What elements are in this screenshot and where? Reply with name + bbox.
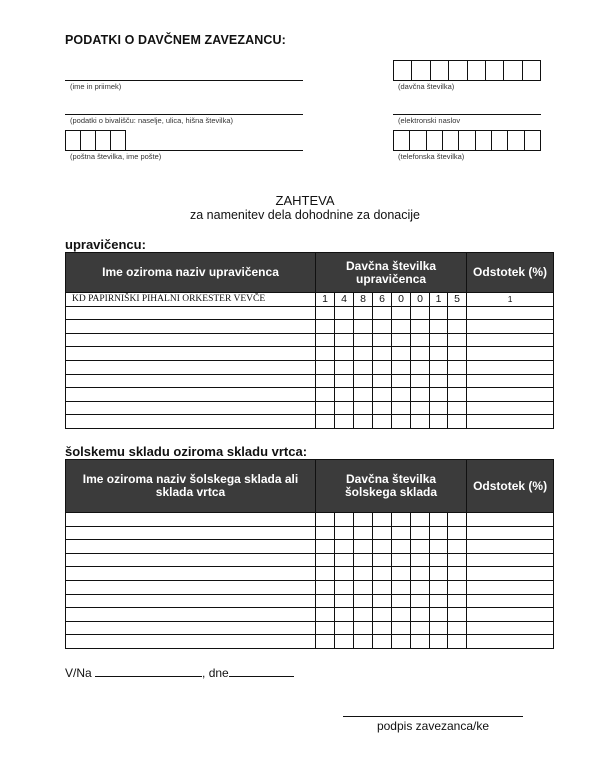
tax-digit-cell[interactable] <box>354 526 373 540</box>
col-header-tax-number: Davčna številka šolskega sklada <box>316 460 467 513</box>
tax-digit-cell[interactable] <box>448 635 467 649</box>
tax-digit-box[interactable] <box>486 61 504 80</box>
phone-digit-box[interactable] <box>410 131 426 150</box>
tax-digit-cell[interactable] <box>430 360 448 374</box>
tax-digit-cell[interactable] <box>392 388 411 402</box>
tax-digit-cell[interactable] <box>411 388 430 402</box>
tax-digit-cell[interactable] <box>373 608 392 622</box>
school-fund-name-cell[interactable] <box>66 540 316 554</box>
tax-digit-cell[interactable] <box>373 594 392 608</box>
tax-digit-cell[interactable] <box>335 580 354 594</box>
tax-digit-cell[interactable] <box>316 360 335 374</box>
percent-cell[interactable] <box>467 513 554 527</box>
tax-digit-cell[interactable] <box>373 401 392 415</box>
tax-digit-cell[interactable] <box>335 621 354 635</box>
tax-digit-cell[interactable] <box>316 608 335 622</box>
tax-digit-cell[interactable] <box>392 513 411 527</box>
tax-digit-cell[interactable] <box>373 320 392 334</box>
address-field[interactable] <box>65 114 303 115</box>
tax-digit-cell[interactable] <box>411 306 430 320</box>
tax-digit-cell[interactable] <box>316 553 335 567</box>
tax-digit-cell[interactable] <box>354 513 373 527</box>
tax-digit-cell[interactable] <box>448 415 467 429</box>
tax-digit-box[interactable] <box>504 61 522 80</box>
tax-digit-cell[interactable] <box>373 580 392 594</box>
tax-digit-cell[interactable]: 1 <box>316 293 335 307</box>
table-row <box>66 320 554 334</box>
table-row <box>66 401 554 415</box>
percent-cell[interactable] <box>467 540 554 554</box>
postal-digit-box[interactable] <box>81 131 96 150</box>
table-row <box>66 526 554 540</box>
percent-cell[interactable] <box>467 608 554 622</box>
tax-digit-cell[interactable] <box>448 306 467 320</box>
tax-digit-cell[interactable] <box>316 388 335 402</box>
tax-digit-cell[interactable] <box>430 347 448 361</box>
tax-digit-cell[interactable] <box>430 553 448 567</box>
tax-digit-cell[interactable] <box>392 415 411 429</box>
tax-digit-cell[interactable] <box>411 608 430 622</box>
beneficiary-name-cell[interactable] <box>66 320 316 334</box>
date-field[interactable] <box>229 665 294 677</box>
tax-digit-cell[interactable] <box>411 513 430 527</box>
table-row <box>66 306 554 320</box>
tax-digit-cell[interactable] <box>373 347 392 361</box>
postal-digit-box[interactable] <box>96 131 111 150</box>
tax-number-hint: (davčna številka) <box>398 82 455 91</box>
tax-digit-cell[interactable] <box>430 401 448 415</box>
tax-digit-cell[interactable] <box>411 401 430 415</box>
tax-digit-cell[interactable] <box>335 360 354 374</box>
percent-cell[interactable] <box>467 347 554 361</box>
tax-digit-cell[interactable] <box>354 333 373 347</box>
phone-digit-box[interactable] <box>476 131 492 150</box>
date-label: , dne <box>202 666 229 680</box>
tax-digit-cell[interactable] <box>335 374 354 388</box>
postal-digit-box[interactable] <box>111 131 125 150</box>
school-fund-name-cell[interactable] <box>66 608 316 622</box>
beneficiary-table <box>65 252 554 429</box>
tax-digit-cell[interactable] <box>335 594 354 608</box>
tax-digit-cell[interactable] <box>430 374 448 388</box>
percent-cell[interactable] <box>467 567 554 581</box>
table-row <box>66 635 554 649</box>
tax-digit-cell[interactable] <box>316 580 335 594</box>
tax-digit-cell[interactable] <box>316 621 335 635</box>
col-header-name: Ime oziroma naziv šolskega sklada ali sklada vrtca <box>66 460 316 513</box>
tax-digit-box[interactable] <box>394 61 412 80</box>
tax-digit-cell[interactable] <box>430 608 448 622</box>
tax-digit-cell[interactable] <box>373 306 392 320</box>
tax-digit-cell[interactable] <box>430 594 448 608</box>
percent-cell[interactable] <box>467 635 554 649</box>
tax-digit-cell[interactable] <box>392 594 411 608</box>
title-main: ZAHTEVA <box>275 193 335 208</box>
col-header-percent: Odstotek (%) <box>467 253 554 293</box>
tax-digit-cell[interactable] <box>373 388 392 402</box>
tax-digit-cell[interactable]: 6 <box>373 293 392 307</box>
tax-digit-cell[interactable] <box>354 360 373 374</box>
table-row <box>66 513 554 527</box>
percent-cell[interactable] <box>467 553 554 567</box>
tax-digit-cell[interactable] <box>392 526 411 540</box>
table-row <box>66 580 554 594</box>
tax-digit-cell[interactable] <box>448 388 467 402</box>
tax-digit-box[interactable] <box>412 61 430 80</box>
school-fund-name-cell[interactable] <box>66 580 316 594</box>
percent-cell[interactable] <box>467 526 554 540</box>
percent-cell[interactable] <box>467 320 554 334</box>
tax-digit-cell[interactable]: 1 <box>430 293 448 307</box>
school-fund-table <box>65 459 554 649</box>
tax-digit-cell[interactable] <box>354 621 373 635</box>
tax-digit-cell[interactable] <box>448 526 467 540</box>
phone-boxes[interactable] <box>393 130 541 151</box>
percent-cell[interactable] <box>467 415 554 429</box>
tax-digit-cell[interactable] <box>411 621 430 635</box>
percent-cell[interactable] <box>467 333 554 347</box>
beneficiary-name-cell[interactable] <box>66 347 316 361</box>
tax-digit-cell[interactable] <box>316 333 335 347</box>
tax-digit-cell[interactable] <box>354 635 373 649</box>
tax-digit-cell[interactable] <box>316 540 335 554</box>
table-row <box>66 347 554 361</box>
tax-digit-cell[interactable] <box>354 553 373 567</box>
percent-cell[interactable] <box>467 388 554 402</box>
tax-digit-cell[interactable] <box>392 540 411 554</box>
tax-digit-cell[interactable] <box>392 320 411 334</box>
tax-digit-cell[interactable] <box>448 567 467 581</box>
percent-cell[interactable] <box>467 306 554 320</box>
tax-digit-cell[interactable]: 0 <box>392 293 411 307</box>
beneficiary-name-cell[interactable] <box>66 415 316 429</box>
phone-digit-box[interactable] <box>443 131 459 150</box>
percent-cell[interactable]: 1 <box>467 293 554 307</box>
table-row <box>66 540 554 554</box>
tax-digit-cell[interactable] <box>448 360 467 374</box>
tax-digit-cell[interactable] <box>448 580 467 594</box>
signature-field[interactable] <box>343 716 523 717</box>
col-header-tax-number: Davčna številka upravičenca <box>316 253 467 293</box>
tax-digit-cell[interactable]: 8 <box>354 293 373 307</box>
percent-cell[interactable] <box>467 360 554 374</box>
tax-digit-cell[interactable] <box>448 333 467 347</box>
table-row <box>66 553 554 567</box>
tax-digit-box[interactable] <box>523 61 540 80</box>
tax-digit-cell[interactable] <box>354 580 373 594</box>
tax-digit-cell[interactable] <box>448 513 467 527</box>
tax-digit-cell[interactable] <box>430 540 448 554</box>
tax-digit-cell[interactable] <box>354 540 373 554</box>
phone-hint: (telefonska številka) <box>398 152 465 161</box>
tax-digit-cell[interactable] <box>316 635 335 649</box>
tax-digit-cell[interactable] <box>392 306 411 320</box>
tax-digit-cell[interactable]: 0 <box>411 293 430 307</box>
tax-digit-box[interactable] <box>431 61 449 80</box>
tax-digit-cell[interactable] <box>411 594 430 608</box>
tax-digit-cell[interactable] <box>335 513 354 527</box>
tax-digit-cell[interactable] <box>392 401 411 415</box>
phone-digit-box[interactable] <box>427 131 443 150</box>
form-title <box>0 194 610 222</box>
tax-digit-cell[interactable] <box>392 580 411 594</box>
place-label: V/Na <box>65 666 92 680</box>
tax-digit-cell[interactable] <box>373 540 392 554</box>
school-fund-name-cell[interactable] <box>66 567 316 581</box>
tax-digit-cell[interactable] <box>373 360 392 374</box>
tax-digit-cell[interactable] <box>430 388 448 402</box>
beneficiary-name-cell[interactable]: KD PAPIRNIŠKI PIHALNI ORKESTER VEVČE <box>66 293 316 307</box>
tax-digit-cell[interactable] <box>392 608 411 622</box>
name-hint: (ime in priimek) <box>70 82 122 91</box>
school-fund-name-cell[interactable] <box>66 526 316 540</box>
tax-digit-cell[interactable] <box>411 635 430 649</box>
phone-digit-box[interactable] <box>508 131 524 150</box>
tax-digit-cell[interactable] <box>335 347 354 361</box>
tax-digit-cell[interactable] <box>335 415 354 429</box>
signature-label: podpis zavezanca/ke <box>376 719 490 733</box>
tax-digit-cell[interactable] <box>430 580 448 594</box>
tax-digit-cell[interactable] <box>354 374 373 388</box>
tax-digit-cell[interactable] <box>373 567 392 581</box>
school-fund-name-cell[interactable] <box>66 621 316 635</box>
tax-digit-cell[interactable] <box>316 567 335 581</box>
tax-digit-cell[interactable] <box>411 540 430 554</box>
tax-digit-cell[interactable] <box>430 621 448 635</box>
school-fund-name-cell[interactable] <box>66 553 316 567</box>
tax-digit-cell[interactable] <box>411 553 430 567</box>
tax-digit-cell[interactable] <box>392 567 411 581</box>
table-row <box>66 333 554 347</box>
tax-digit-cell[interactable] <box>354 306 373 320</box>
tax-digit-box[interactable] <box>468 61 486 80</box>
tax-digit-cell[interactable] <box>411 320 430 334</box>
tax-digit-cell[interactable] <box>316 594 335 608</box>
col-header-percent: Odstotek (%) <box>467 460 554 513</box>
tax-digit-cell[interactable] <box>335 306 354 320</box>
tax-digit-cell[interactable] <box>354 608 373 622</box>
table-row <box>66 594 554 608</box>
tax-digit-cell[interactable] <box>316 320 335 334</box>
tax-digit-cell[interactable] <box>354 567 373 581</box>
percent-cell[interactable] <box>467 580 554 594</box>
phone-digit-box[interactable] <box>459 131 475 150</box>
tax-digit-cell[interactable] <box>354 415 373 429</box>
tax-digit-cell[interactable] <box>354 401 373 415</box>
name-field[interactable] <box>65 80 303 81</box>
postal-digit-box[interactable] <box>66 131 81 150</box>
table-row <box>66 567 554 581</box>
tax-digit-cell[interactable] <box>316 526 335 540</box>
tax-digit-cell[interactable] <box>335 388 354 402</box>
table-row <box>66 360 554 374</box>
tax-digit-cell[interactable] <box>392 333 411 347</box>
tax-digit-cell[interactable] <box>354 388 373 402</box>
tax-digit-cell[interactable] <box>373 513 392 527</box>
tax-digit-cell[interactable] <box>392 621 411 635</box>
taxpayer-heading: PODATKI O DAVČNEM ZAVEZANCU: <box>65 33 286 47</box>
tax-number-boxes[interactable] <box>393 60 541 81</box>
school-fund-name-cell[interactable] <box>66 513 316 527</box>
tax-digit-cell[interactable] <box>335 553 354 567</box>
tax-digit-cell[interactable] <box>373 333 392 347</box>
tax-digit-cell[interactable] <box>448 374 467 388</box>
tax-digit-cell[interactable] <box>430 320 448 334</box>
place-field[interactable] <box>95 665 202 677</box>
tax-digit-cell[interactable] <box>411 374 430 388</box>
table-row <box>66 608 554 622</box>
col-header-name: Ime oziroma naziv upravičenca <box>66 253 316 293</box>
tax-digit-cell[interactable] <box>448 594 467 608</box>
tax-digit-cell[interactable] <box>411 360 430 374</box>
tax-digit-cell[interactable] <box>335 540 354 554</box>
phone-digit-box[interactable] <box>394 131 410 150</box>
tax-digit-cell[interactable] <box>411 347 430 361</box>
tax-digit-cell[interactable] <box>373 415 392 429</box>
table-row <box>66 293 554 307</box>
title-sub: za namenitev dela dohodnine za donacije <box>189 208 421 222</box>
school-fund-name-cell[interactable] <box>66 635 316 649</box>
tax-digit-cell[interactable] <box>430 635 448 649</box>
email-field[interactable] <box>393 114 541 115</box>
percent-cell[interactable] <box>467 594 554 608</box>
tax-digit-cell[interactable] <box>411 415 430 429</box>
tax-digit-cell[interactable] <box>448 621 467 635</box>
tax-digit-cell[interactable] <box>316 415 335 429</box>
tax-digit-cell[interactable]: 5 <box>448 293 467 307</box>
school-fund-label: šolskemu skladu oziroma skladu vrtca: <box>65 444 308 459</box>
phone-digit-box[interactable] <box>525 131 540 150</box>
tax-digit-cell[interactable] <box>411 567 430 581</box>
tax-digit-cell[interactable] <box>411 526 430 540</box>
tax-digit-cell[interactable] <box>373 635 392 649</box>
tax-digit-cell[interactable] <box>411 333 430 347</box>
tax-digit-cell[interactable] <box>335 401 354 415</box>
tax-digit-cell[interactable]: 4 <box>335 293 354 307</box>
tax-digit-cell[interactable] <box>430 306 448 320</box>
tax-digit-cell[interactable] <box>354 347 373 361</box>
tax-digit-cell[interactable] <box>448 553 467 567</box>
table-row <box>66 621 554 635</box>
tax-digit-cell[interactable] <box>430 526 448 540</box>
tax-digit-cell[interactable] <box>448 540 467 554</box>
tax-digit-cell[interactable] <box>373 553 392 567</box>
beneficiary-name-cell[interactable] <box>66 360 316 374</box>
tax-digit-cell[interactable] <box>430 333 448 347</box>
school-fund-name-cell[interactable] <box>66 594 316 608</box>
beneficiary-name-cell[interactable] <box>66 333 316 347</box>
tax-digit-cell[interactable] <box>335 320 354 334</box>
tax-digit-cell[interactable] <box>354 320 373 334</box>
beneficiary-name-cell[interactable] <box>66 388 316 402</box>
tax-digit-cell[interactable] <box>392 347 411 361</box>
postal-code-boxes[interactable] <box>65 130 126 151</box>
tax-digit-cell[interactable] <box>448 401 467 415</box>
tax-digit-cell[interactable] <box>392 360 411 374</box>
tax-digit-cell[interactable] <box>430 513 448 527</box>
tax-digit-cell[interactable] <box>430 567 448 581</box>
tax-digit-cell[interactable] <box>316 347 335 361</box>
table-row <box>66 388 554 402</box>
tax-digit-cell[interactable] <box>448 320 467 334</box>
beneficiary-name-cell[interactable] <box>66 374 316 388</box>
tax-digit-cell[interactable] <box>335 526 354 540</box>
percent-cell[interactable] <box>467 621 554 635</box>
tax-digit-cell[interactable] <box>316 401 335 415</box>
tax-digit-cell[interactable] <box>335 635 354 649</box>
tax-digit-cell[interactable] <box>373 374 392 388</box>
tax-digit-cell[interactable] <box>335 567 354 581</box>
tax-digit-cell[interactable] <box>335 608 354 622</box>
tax-digit-cell[interactable] <box>430 415 448 429</box>
table-row <box>66 374 554 388</box>
percent-cell[interactable] <box>467 374 554 388</box>
tax-digit-cell[interactable] <box>411 580 430 594</box>
tax-digit-box[interactable] <box>449 61 467 80</box>
tax-digit-cell[interactable] <box>335 333 354 347</box>
address-hint: (podatki o bivališču: naselje, ulica, hišna številka) <box>70 116 233 125</box>
table-row <box>66 415 554 429</box>
tax-digit-cell[interactable] <box>373 621 392 635</box>
tax-digit-cell[interactable] <box>316 513 335 527</box>
post-name-field[interactable] <box>126 150 303 151</box>
tax-digit-cell[interactable] <box>316 306 335 320</box>
tax-digit-cell[interactable] <box>448 608 467 622</box>
email-hint: (elektronski naslov <box>398 116 461 125</box>
tax-digit-cell[interactable] <box>354 594 373 608</box>
place-date-line <box>65 665 294 680</box>
beneficiary-name-cell[interactable] <box>66 401 316 415</box>
tax-digit-cell[interactable] <box>316 374 335 388</box>
tax-digit-cell[interactable] <box>373 526 392 540</box>
tax-digit-cell[interactable] <box>392 553 411 567</box>
post-hint: (poštna številka, ime pošte) <box>70 152 162 161</box>
tax-digit-cell[interactable] <box>392 635 411 649</box>
beneficiary-label: upravičencu: <box>65 237 146 252</box>
tax-digit-cell[interactable] <box>448 347 467 361</box>
tax-digit-cell[interactable] <box>392 374 411 388</box>
beneficiary-name-cell[interactable] <box>66 306 316 320</box>
phone-digit-box[interactable] <box>492 131 508 150</box>
percent-cell[interactable] <box>467 401 554 415</box>
